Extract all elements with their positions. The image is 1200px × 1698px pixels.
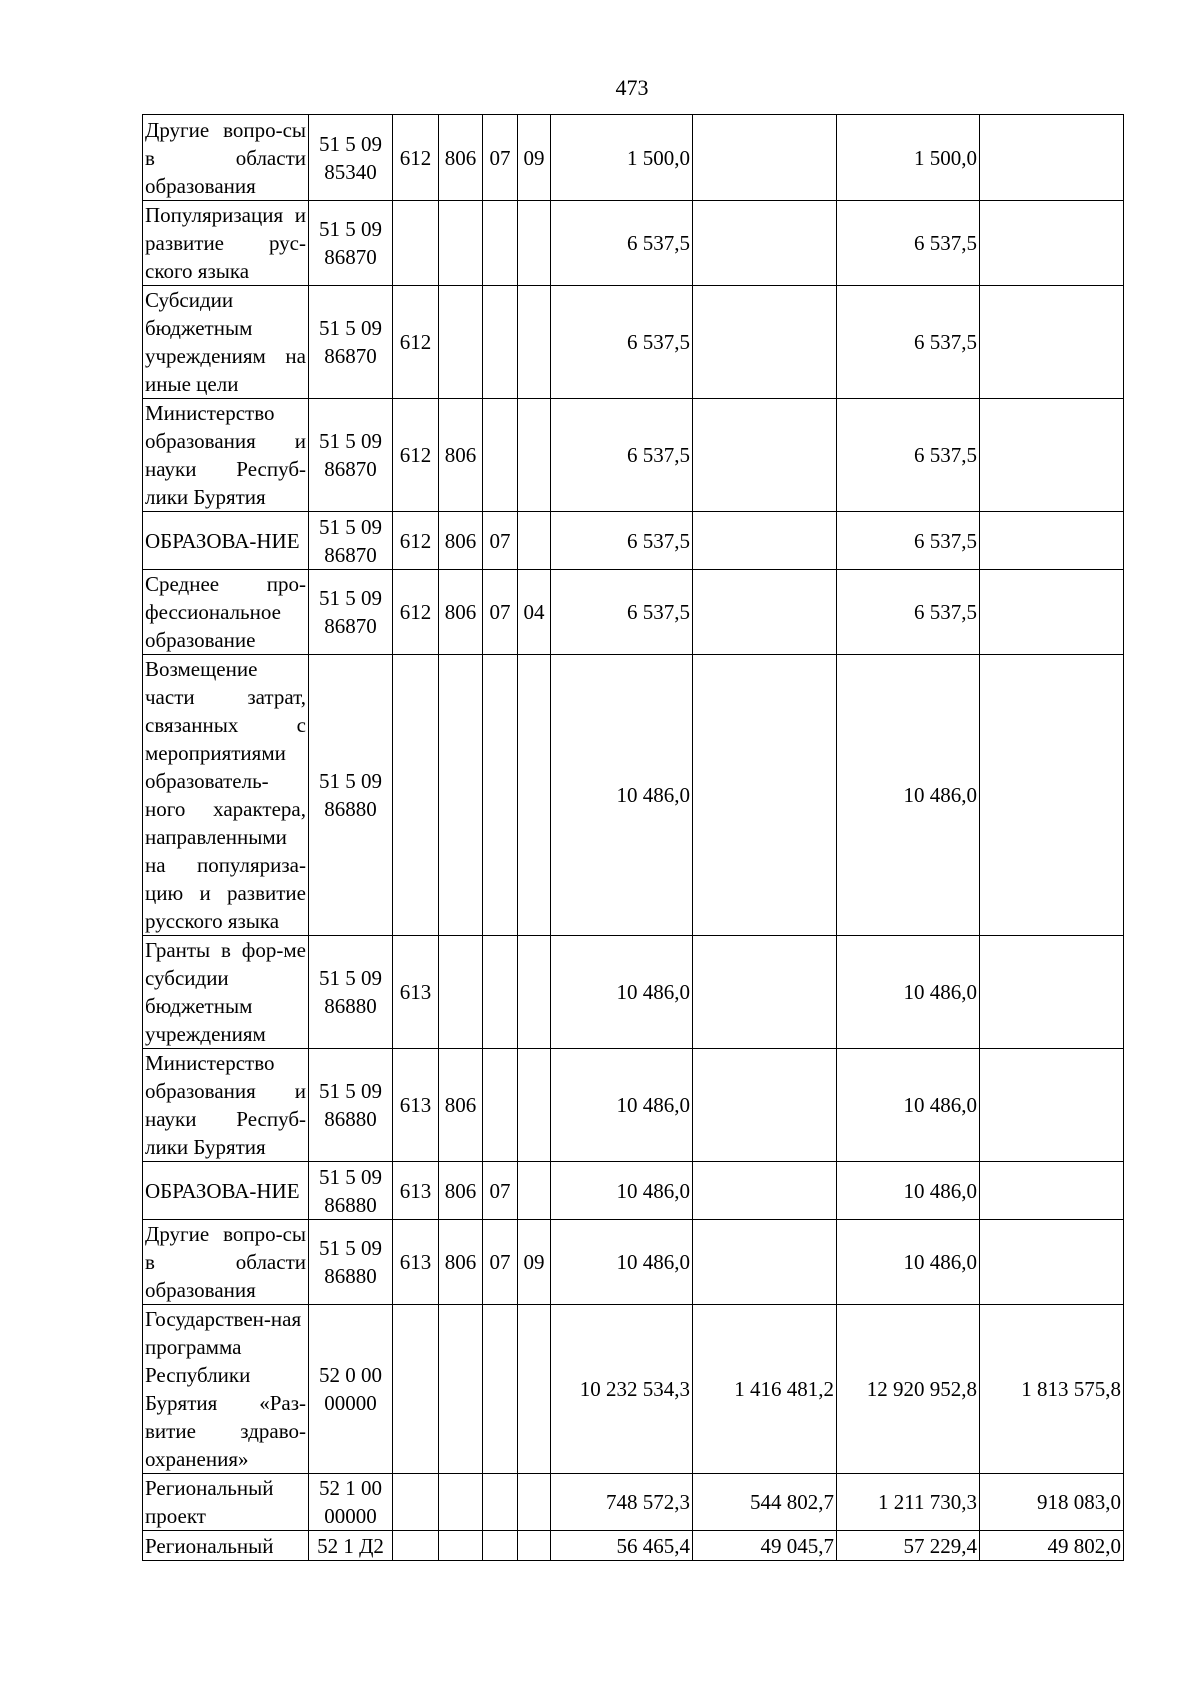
cell-rz: 07 bbox=[483, 115, 518, 201]
cell-amount-1: 10 486,0 bbox=[551, 1049, 693, 1162]
cell-pr bbox=[518, 1305, 551, 1474]
cell-pr bbox=[518, 655, 551, 936]
table-row bbox=[143, 1220, 1124, 1305]
cell-kcsr: 51 5 09 86880 bbox=[309, 936, 393, 1049]
cell-kcsr: 51 5 09 86880 bbox=[309, 655, 393, 936]
cell-pr: 09 bbox=[518, 1220, 551, 1305]
cell-name: Субсидии бюджетным учреждениям на иные цели bbox=[143, 286, 309, 399]
cell-amount-2 bbox=[693, 115, 837, 201]
cell-name: Государствен-ная программа Республики Бурятия «Раз-витие здраво-охранения» bbox=[143, 1305, 309, 1474]
cell-rz bbox=[483, 399, 518, 512]
cell-grbs bbox=[439, 286, 483, 399]
cell-pr: 04 bbox=[518, 570, 551, 655]
cell-name: Региональный bbox=[143, 1531, 309, 1561]
table-row bbox=[143, 399, 1124, 512]
cell-amount-1: 748 572,3 bbox=[551, 1474, 693, 1531]
cell-grbs bbox=[439, 936, 483, 1049]
cell-rz: 07 bbox=[483, 1162, 518, 1220]
cell-pr bbox=[518, 1531, 551, 1561]
cell-name: Региональный проект bbox=[143, 1474, 309, 1531]
cell-rz bbox=[483, 201, 518, 286]
cell-amount-3: 10 486,0 bbox=[837, 936, 980, 1049]
page-number: 473 bbox=[615, 75, 649, 100]
cell-pr bbox=[518, 286, 551, 399]
cell-amount-4 bbox=[980, 399, 1124, 512]
table-row bbox=[143, 1305, 1124, 1474]
cell-kvr bbox=[393, 1531, 439, 1561]
cell-grbs: 806 bbox=[439, 1220, 483, 1305]
cell-rz: 07 bbox=[483, 570, 518, 655]
cell-amount-1: 6 537,5 bbox=[551, 570, 693, 655]
cell-amount-1: 10 486,0 bbox=[551, 1220, 693, 1305]
cell-amount-4: 49 802,0 bbox=[980, 1531, 1124, 1561]
cell-amount-2 bbox=[693, 512, 837, 570]
cell-amount-4: 1 813 575,8 bbox=[980, 1305, 1124, 1474]
cell-amount-3: 12 920 952,8 bbox=[837, 1305, 980, 1474]
cell-rz bbox=[483, 1531, 518, 1561]
cell-amount-4 bbox=[980, 286, 1124, 399]
cell-amount-1: 6 537,5 bbox=[551, 201, 693, 286]
cell-amount-4 bbox=[980, 936, 1124, 1049]
cell-kcsr: 51 5 09 86880 bbox=[309, 1049, 393, 1162]
cell-grbs: 806 bbox=[439, 399, 483, 512]
cell-amount-2 bbox=[693, 936, 837, 1049]
cell-kvr: 612 bbox=[393, 512, 439, 570]
cell-pr bbox=[518, 1049, 551, 1162]
table-row bbox=[143, 1162, 1124, 1220]
cell-pr bbox=[518, 1474, 551, 1531]
cell-amount-1: 1 500,0 bbox=[551, 115, 693, 201]
cell-grbs bbox=[439, 655, 483, 936]
table-row bbox=[143, 512, 1124, 570]
cell-rz bbox=[483, 1474, 518, 1531]
cell-pr: 09 bbox=[518, 115, 551, 201]
cell-kcsr: 51 5 09 86870 bbox=[309, 570, 393, 655]
cell-rz bbox=[483, 936, 518, 1049]
table-row bbox=[143, 1531, 1124, 1561]
cell-kcsr: 52 1 00 00000 bbox=[309, 1474, 393, 1531]
cell-pr bbox=[518, 201, 551, 286]
cell-name: Другие вопро-сы в области образования bbox=[143, 115, 309, 201]
cell-amount-4 bbox=[980, 115, 1124, 201]
cell-amount-2 bbox=[693, 286, 837, 399]
cell-grbs: 806 bbox=[439, 1049, 483, 1162]
table-row bbox=[143, 201, 1124, 286]
cell-grbs bbox=[439, 201, 483, 286]
cell-amount-3: 10 486,0 bbox=[837, 1220, 980, 1305]
cell-amount-1: 10 232 534,3 bbox=[551, 1305, 693, 1474]
cell-kcsr: 51 5 09 86870 bbox=[309, 399, 393, 512]
cell-grbs bbox=[439, 1305, 483, 1474]
cell-amount-1: 10 486,0 bbox=[551, 1162, 693, 1220]
cell-amount-3: 1 500,0 bbox=[837, 115, 980, 201]
cell-amount-4 bbox=[980, 570, 1124, 655]
cell-amount-1: 10 486,0 bbox=[551, 655, 693, 936]
cell-rz bbox=[483, 655, 518, 936]
cell-amount-2 bbox=[693, 399, 837, 512]
cell-amount-2 bbox=[693, 1049, 837, 1162]
cell-kcsr: 52 1 Д2 bbox=[309, 1531, 393, 1561]
cell-rz bbox=[483, 286, 518, 399]
cell-amount-3: 1 211 730,3 bbox=[837, 1474, 980, 1531]
cell-name: Другие вопро-сы в области образования bbox=[143, 1220, 309, 1305]
cell-name: Министерство образования и науки Респуб-лики Бурятия bbox=[143, 1049, 309, 1162]
cell-kcsr: 51 5 09 86880 bbox=[309, 1220, 393, 1305]
cell-amount-4 bbox=[980, 512, 1124, 570]
cell-grbs: 806 bbox=[439, 512, 483, 570]
cell-kvr: 613 bbox=[393, 1162, 439, 1220]
cell-amount-4 bbox=[980, 655, 1124, 936]
cell-pr bbox=[518, 399, 551, 512]
cell-amount-2: 1 416 481,2 bbox=[693, 1305, 837, 1474]
cell-kvr: 612 bbox=[393, 286, 439, 399]
cell-amount-3: 10 486,0 bbox=[837, 655, 980, 936]
cell-amount-3: 6 537,5 bbox=[837, 570, 980, 655]
cell-amount-2: 544 802,7 bbox=[693, 1474, 837, 1531]
cell-grbs: 806 bbox=[439, 570, 483, 655]
table-row bbox=[143, 1049, 1124, 1162]
cell-name: Гранты в фор-ме субсидии бюджетным учреждениям bbox=[143, 936, 309, 1049]
cell-amount-2 bbox=[693, 201, 837, 286]
table-row bbox=[143, 1474, 1124, 1531]
cell-amount-4 bbox=[980, 1049, 1124, 1162]
cell-amount-2 bbox=[693, 1220, 837, 1305]
cell-amount-3: 6 537,5 bbox=[837, 399, 980, 512]
cell-kcsr: 51 5 09 85340 bbox=[309, 115, 393, 201]
cell-kvr: 613 bbox=[393, 1220, 439, 1305]
table-row bbox=[143, 115, 1124, 201]
cell-kvr: 613 bbox=[393, 936, 439, 1049]
cell-pr bbox=[518, 1162, 551, 1220]
cell-amount-4 bbox=[980, 1220, 1124, 1305]
budget-table bbox=[142, 114, 1124, 1561]
cell-amount-3: 6 537,5 bbox=[837, 512, 980, 570]
cell-name: Возмещение части затрат, связанных с мероприятиями образователь-ного характера, направленными на популяриза-цию и развитие русского языка bbox=[143, 655, 309, 936]
cell-kvr bbox=[393, 1474, 439, 1531]
table-row bbox=[143, 655, 1124, 936]
cell-pr bbox=[518, 936, 551, 1049]
cell-amount-3: 10 486,0 bbox=[837, 1162, 980, 1220]
cell-rz: 07 bbox=[483, 1220, 518, 1305]
cell-amount-2 bbox=[693, 570, 837, 655]
cell-amount-2 bbox=[693, 1162, 837, 1220]
cell-name: Популяризация и развитие рус-ского языка bbox=[143, 201, 309, 286]
cell-amount-4: 918 083,0 bbox=[980, 1474, 1124, 1531]
cell-amount-4 bbox=[980, 1162, 1124, 1220]
cell-rz bbox=[483, 1305, 518, 1474]
cell-amount-3: 57 229,4 bbox=[837, 1531, 980, 1561]
table-row bbox=[143, 570, 1124, 655]
cell-rz bbox=[483, 1049, 518, 1162]
cell-rz: 07 bbox=[483, 512, 518, 570]
cell-grbs: 806 bbox=[439, 1162, 483, 1220]
cell-grbs bbox=[439, 1474, 483, 1531]
cell-kcsr: 51 5 09 86870 bbox=[309, 286, 393, 399]
cell-kcsr: 52 0 00 00000 bbox=[309, 1305, 393, 1474]
cell-amount-1: 6 537,5 bbox=[551, 512, 693, 570]
cell-kcsr: 51 5 09 86870 bbox=[309, 201, 393, 286]
cell-amount-1: 6 537,5 bbox=[551, 286, 693, 399]
cell-kvr bbox=[393, 1305, 439, 1474]
cell-kvr: 612 bbox=[393, 570, 439, 655]
cell-kvr: 612 bbox=[393, 399, 439, 512]
cell-kcsr: 51 5 09 86870 bbox=[309, 512, 393, 570]
cell-amount-1: 6 537,5 bbox=[551, 399, 693, 512]
cell-amount-1: 10 486,0 bbox=[551, 936, 693, 1049]
cell-amount-2: 49 045,7 bbox=[693, 1531, 837, 1561]
cell-kvr: 613 bbox=[393, 1049, 439, 1162]
cell-kvr bbox=[393, 655, 439, 936]
cell-grbs: 806 bbox=[439, 115, 483, 201]
cell-kvr bbox=[393, 201, 439, 286]
cell-amount-1: 56 465,4 bbox=[551, 1531, 693, 1561]
cell-amount-3: 6 537,5 bbox=[837, 201, 980, 286]
cell-name: ОБРАЗОВА-НИЕ bbox=[143, 512, 309, 570]
cell-name: Среднее про-фессиональное образование bbox=[143, 570, 309, 655]
cell-name: ОБРАЗОВА-НИЕ bbox=[143, 1162, 309, 1220]
cell-name: Министерство образования и науки Респуб-лики Бурятия bbox=[143, 399, 309, 512]
cell-pr bbox=[518, 512, 551, 570]
cell-amount-3: 6 537,5 bbox=[837, 286, 980, 399]
cell-amount-2 bbox=[693, 655, 837, 936]
cell-grbs bbox=[439, 1531, 483, 1561]
table-row bbox=[143, 936, 1124, 1049]
cell-amount-4 bbox=[980, 201, 1124, 286]
cell-kvr: 612 bbox=[393, 115, 439, 201]
table-row bbox=[143, 286, 1124, 399]
cell-amount-3: 10 486,0 bbox=[837, 1049, 980, 1162]
cell-kcsr: 51 5 09 86880 bbox=[309, 1162, 393, 1220]
